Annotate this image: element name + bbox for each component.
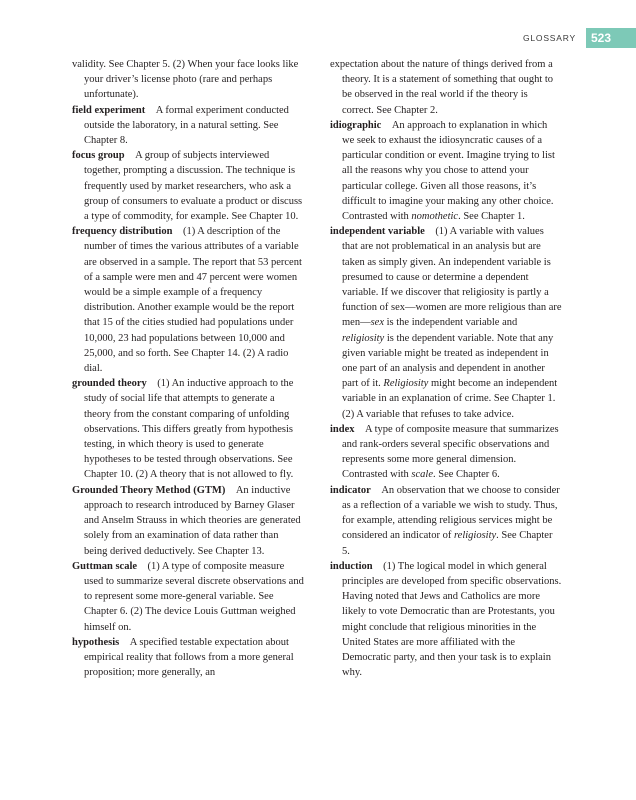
glossary-term: Guttman scale [72,560,138,572]
glossary-term: Grounded Theory Method (GTM) [72,484,226,496]
definition-text: expectation about the nature of things derived from a theory. It is a statement of something that ought to be observed in the real world if the theory is correct. See Chapter 2. [330,59,554,116]
definition-text: An approach to explanation in which we seek to exhaust the idiosyncratic causes of a particular condition or event. Imagine trying to list all the reasons why you chose to attend your particular college. Given all those reasons, it’s difficult to imagine your making any other choice. Contrasted with [342,119,555,223]
definition-text: . See Chapter 5. [342,530,553,557]
glossary-term: index [330,423,355,435]
italic-term-reference: scale [411,469,433,481]
page-header [523,28,636,48]
glossary-entry [330,483,562,559]
definition-text: An inductive approach to research introduced by Barney Glaser and Anselm Strauss in which theories are generated solely from an examination of data rather than being derived deductively. See Chapter 13. [84,484,301,557]
definition-text: . See Chapter 1. [458,211,525,223]
glossary-term: grounded theory [72,378,147,390]
definition-text: A specified testable expectation about empirical reality that follows from a more general proposition; more generally, an [84,636,294,679]
glossary-entry [72,57,304,103]
page-number-badge: 523 [586,28,636,48]
italic-term-reference: religiosity [342,332,385,344]
definition-text: A type of composite measure that summarizes and rank-orders several specific observations and represents some more general dimension. Contrasted with [342,423,559,481]
glossary-entry [330,57,562,118]
glossary-entry [72,376,304,482]
glossary-entry [72,148,304,224]
glossary-entry [72,103,304,149]
definition-text: A group of subjects interviewed together, prompting a discussion. The technique is frequently used by market researchers, who ask a group of consumers to evaluate a product or discuss a type of commodity, for example. See Chapter 10. [84,150,303,223]
glossary-entry [72,483,304,559]
definition-text: validity. See Chapter 5. (2) When your face looks like your driver’s license photo (rare and perhaps unfortunate). [72,59,299,101]
definition-text: (1) A type of composite measure used to summarize several discrete observations and to represent some more-general variable. See Chapter 6. (2) The device Louis Guttman weighed himself on. [84,560,304,633]
definition-text: An observation that we choose to consider as a reflection of a variable we wish to study. Thus, for example, attending religious services might be considered an indicator of [342,484,560,542]
glossary-entry [330,118,562,224]
glossary-entry [72,559,304,635]
definition-text: . See Chapter 6. [433,469,500,481]
definition-text: (1) A variable with values that are not problematical in an analysis but are taken as simply given. An independent variable is presumed to cause or determine a dependent variable. If we discover that religiosity is partly a function of sex—women are more religious than are men— [342,226,562,329]
glossary-term: independent variable [330,226,425,238]
definition-text: might become an independent variable in an explanation of crime. See Chapter 1. (2) A variable that refuses to take advice. [342,378,558,420]
glossary-entry [330,224,562,422]
glossary-entry [330,422,562,483]
italic-term-reference: nomothetic [411,211,459,223]
glossary-term: hypothesis [72,636,120,648]
definition-text: (1) The logical model in which general principles are developed from specific observations. Having noted that Jews and Catholics are more likely to vote Democratic than are Protestants, you might conclude that religious minorities in the United States are more affiliated with the Democratic party, and then your task is to explain why. [342,560,562,679]
definition-text: is the independent variable and [384,317,518,329]
definition-text: A formal experiment conducted outside the laboratory, in a natural setting. See Chapter 8. [84,104,289,147]
glossary-column-right [330,57,562,680]
definition-text: is the dependent variable. Note that any given variable might be treated as independent in one part of an analysis and dependent in another part of it. [342,332,554,390]
glossary-term: focus group [72,150,125,162]
definition-text: (1) An inductive approach to the study of social life that attempts to generate a theory from the constant comparing of unfolding observations. This differs greatly from hypothesis testing, in which theory is used to generate hypotheses to be tested through observations. See Chapter 10. (2) A theory that is not allowed to fly. [84,378,294,481]
glossary-term: indicator [330,484,371,496]
glossary-term: frequency distribution [72,226,173,238]
glossary-entry [330,559,562,681]
italic-term-reference: Religiosity [383,378,429,390]
running-header: GLOSSARY [522,33,576,43]
italic-term-reference: religiosity [453,530,497,542]
glossary-term: induction [330,560,373,572]
glossary-entry [72,224,304,376]
glossary-term: idiographic [330,119,382,131]
glossary-entry [72,635,304,681]
definition-text: (1) A description of the number of times the various attributes of a variable are observed in a sample. The report that 53 percent of a sample were men and 47 percent were women would be a simple example of a frequency distribution. Another example would be the report that 15 of the cities studied had populations under 10,000, 23 had populations between 10,000 and 25,000, and so forth. See Chapter 14. (2) A radio dial. [84,226,302,375]
glossary-column-left [72,57,304,680]
glossary-term: field experiment [72,104,146,116]
italic-term-reference: sex [370,317,384,329]
